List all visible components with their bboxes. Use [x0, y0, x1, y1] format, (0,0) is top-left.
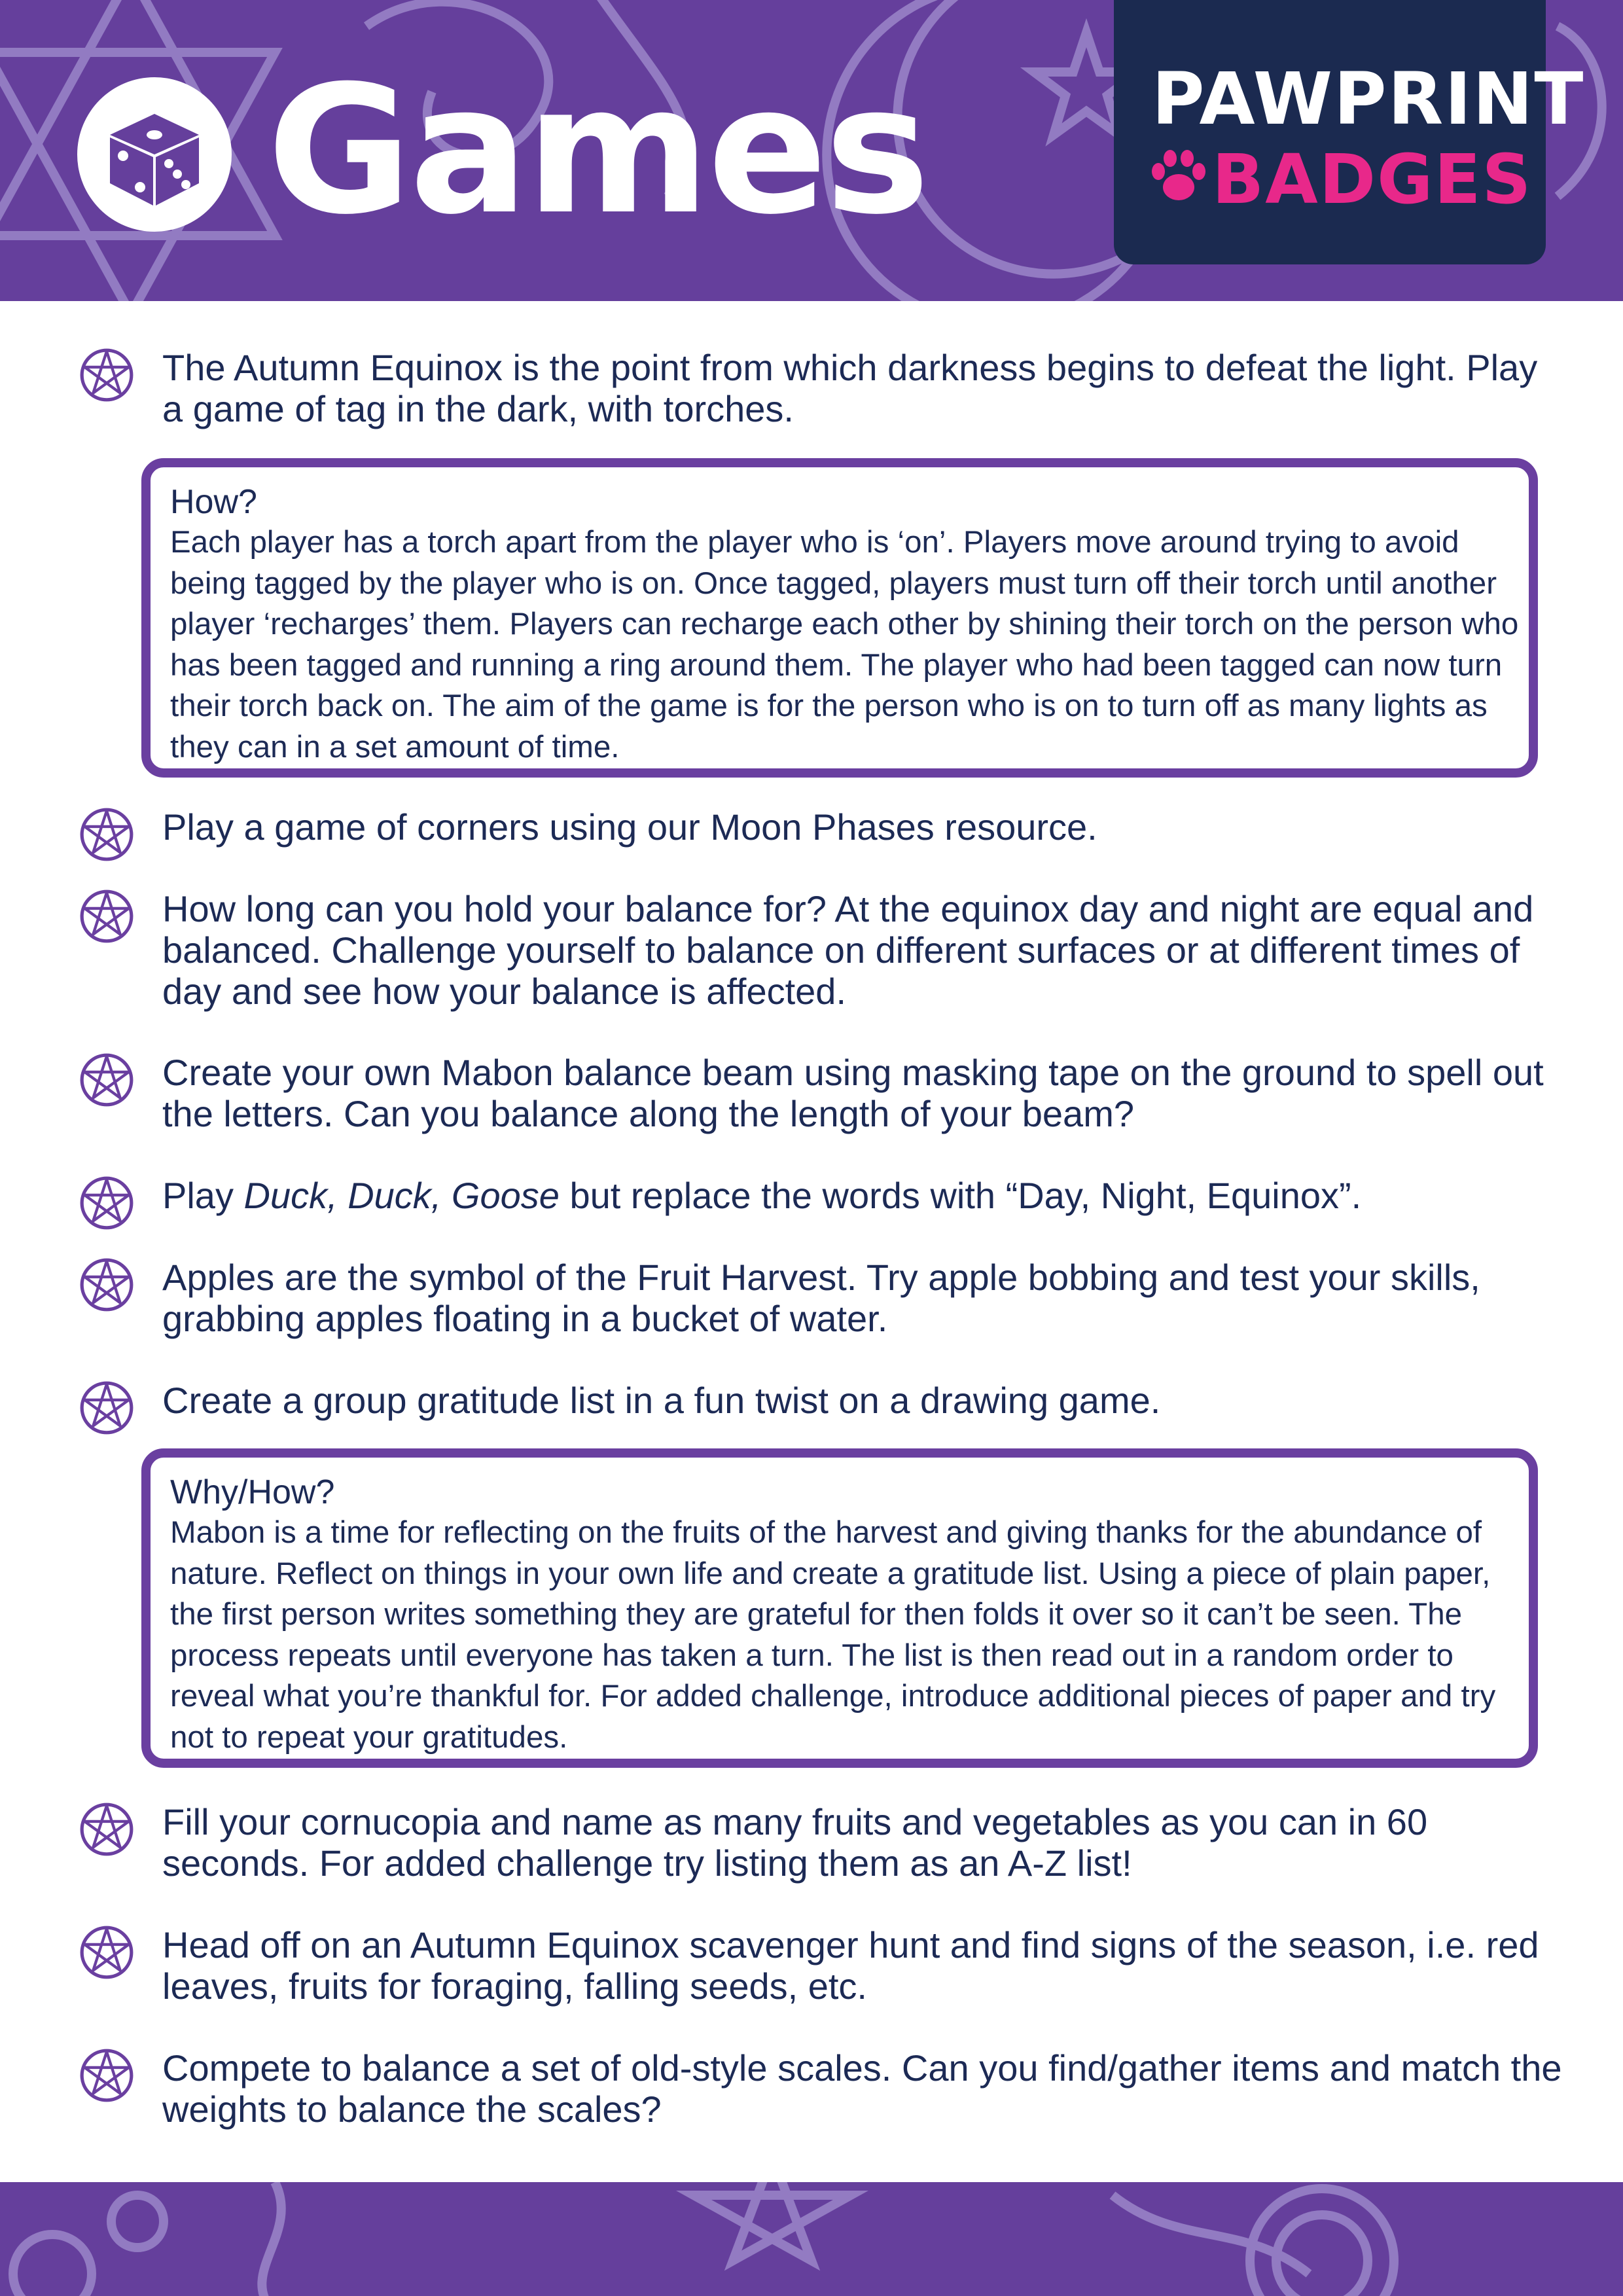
item-text: Create a group gratitude list in a fun twist on a drawing game.: [162, 1380, 1161, 1421]
pentacle-icon: [79, 806, 135, 863]
paw-icon: [1149, 148, 1208, 207]
item-text: Apples are the symbol of the Fruit Harvest. Try apple bobbing and test your skills, grabbing apples floating in a bucket of water.: [162, 1257, 1480, 1339]
item-text: The Autumn Equinox is the point from which darkness begins to defeat the light. Play a game of tag in the dark, with torches.: [162, 347, 1538, 429]
logo-text-top: PAWPRINT: [1152, 57, 1585, 141]
why-how-box: [141, 1448, 1538, 1768]
item-text: Create your own Mabon balance beam using masking tape on the ground to spell out the letters. Can you balance along the length of your beam?: [162, 1052, 1544, 1134]
pentacle-icon: [79, 1257, 135, 1313]
pentacle-icon: [79, 1175, 135, 1231]
item-text: Fill your cornucopia and name as many fruits and vegetables as you can in 60 seconds. For added challenge try listing them as an A-Z list!: [162, 1801, 1428, 1884]
game-name: Duck, Duck, Goose: [243, 1175, 560, 1216]
header-banner: [0, 0, 1623, 301]
pentacle-icon: [79, 2047, 135, 2104]
item-text: [162, 1175, 1563, 1216]
box-body: Mabon is a time for reflecting on the fruits of the harvest and giving thanks for the abundance of nature. Reflect on things in your own life and create a gratitude list. Using a piece of plain paper, the first person writes something they are grateful for then folds it over so it can’t be seen. The process repeats until everyone has taken a turn. The list is then read out in a random order to reveal what you’re thankful for. For added challenge, introduce additional pieces of paper and try not to repeat your gratitudes.: [170, 1515, 1496, 1755]
pentacle-icon: [79, 1380, 135, 1436]
item-text-pre: Play: [162, 1175, 244, 1216]
pawprint-badges-logo: [1114, 0, 1585, 264]
logo-text-bottom: BADGES: [1212, 139, 1533, 219]
how-box: [141, 458, 1538, 778]
decorative-pattern: [0, 2182, 1623, 2296]
item-text: Compete to balance a set of old-style scales. Can you find/gather items and match the weights to balance the scales?: [162, 2047, 1562, 2130]
item-text: How long can you hold your balance for? At the equinox day and night are equal and balanced. Challenge yourself to balance on different surfaces or at different times of day and see how your balance is affected.: [162, 888, 1534, 1012]
pentacle-icon: [79, 1052, 135, 1108]
pentacle-icon: [79, 888, 135, 944]
footer-banner: [0, 2182, 1623, 2296]
box-body: Each player has a torch apart from the player who is ‘on’. Players move around trying to avoid being tagged by the player who is on. Once tagged, players must turn off their torch until another player ‘recharges’ them. Players can recharge each other by shining their torch on the person who has been tagged and running a ring around them. The player who had been tagged can now turn their torch back on. The aim of the game is for the person who is on to turn off as many lights as they can in a set amount of time.: [170, 525, 1519, 764]
dice-badge: [77, 77, 232, 232]
box-title: Why/How?: [170, 1473, 335, 1511]
item-text-post: but replace the words with “Day, Night, Equinox”.: [559, 1175, 1362, 1216]
item-text: Head off on an Autumn Equinox scavenger hunt and find signs of the season, i.e. red leaves, fruits for foraging, falling seeds, etc.: [162, 1924, 1539, 2007]
page-title: Games: [267, 47, 927, 253]
pentacle-icon: [79, 1801, 135, 1857]
item-text: Play a game of corners using our Moon Phases resource.: [162, 806, 1097, 848]
dice-icon: [77, 77, 232, 232]
pentacle-icon: [79, 347, 135, 403]
pentacle-icon: [79, 1924, 135, 1981]
box-title: How?: [170, 483, 257, 521]
